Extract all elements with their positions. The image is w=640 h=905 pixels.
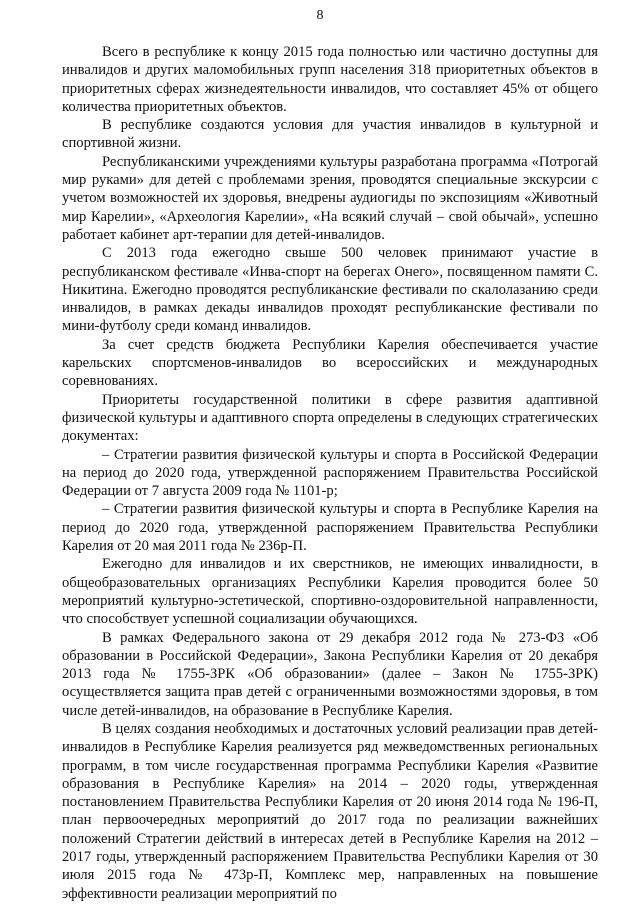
paragraph: Республиканскими учреждениями культуры разработана программа «Потрогай мир руками» для детей с проблемами зрения, проводятся специальные экскурсии с учетом возможностей их здоровья, внедрены аудиогиды по экспозициям «Животный мир Карелии», «Археология Карелии», «На всякий случай – свой обычай», успешно работает кабинет арт-терапии для детей-инвалидов. xyxy=(62,153,598,243)
paragraph: Всего в республике к концу 2015 года полностью или частично доступны для инвалидов и других маломобильных групп населения 318 приоритетных объектов в приоритетных сферах жизнедеятельности инвалидов, что составляет 45% от общего количества приоритетных объектов. xyxy=(62,44,598,115)
paragraph: В рамках Федерального закона от 29 декабря 2012 года № 273-ФЗ «Об образовании в Российской Федерации», Закона Республики Карелия от 20 декабря 2013 года № 1755-ЗРК «Об образовании» (далее – Закон № 1755-ЗРК) осуществляется защита прав детей с ограниченными возможностями здоровья, в том числе детей-инвалидов, на образование в Республике Карелия. xyxy=(62,629,598,719)
paragraph: В целях создания необходимых и достаточных условий реализации прав детей-инвалидов в Республике Карелия реализуется ряд межведомственных региональных программ, в том числе государственная программа Республики Карелия «Развитие образования в Республике Карелия» на 2014 – 2020 годы, утвержденная постановлением Правительства Республики Карелия от 20 июня 2014 года № 196-П, план первоочередных мероприятий до 2017 года по реализации важнейших положений Стратегии действий в интересах детей в Республике Карелия на 2012 – 2017 годы, утвержденный распоряжением Правительства Республики Карелия от 30 июля 2015 года № 473р-П, Комплекс мер, направленных на повышение эффективности реализации мероприятий по xyxy=(62,720,598,902)
list-item: – Стратегии развития физической культуры и спорта в Российской Федерации на период до 2020 года, утвержденной распоряжением Правительства Российской Федерации от 7 августа 2009 года № 1101-р; xyxy=(62,446,598,500)
document-body xyxy=(62,43,598,903)
paragraph: Приоритеты государственной политики в сфере развития адаптивной физической культуры и адаптивного спорта определены в следующих стратегических документах: xyxy=(62,391,598,445)
page-number: 8 xyxy=(316,8,324,23)
paragraph: За счет средств бюджета Республики Карелия обеспечивается участие карельских спортсменов-инвалидов во всероссийских и международных соревнованиях. xyxy=(62,336,598,390)
list-item: – Стратегии развития физической культуры и спорта в Республике Карелия на период до 2020 года, утвержденной распоряжением Правительства Республики Карелия от 20 мая 2011 года № 236р-П. xyxy=(62,501,598,555)
paragraph: Ежегодно для инвалидов и их сверстников, не имеющих инвалидности, в общеобразовательных организациях Республики Карелия проводится более 50 мероприятий культурно-эстетической, спортивно-оздоровительной направленности, что способствует успешной социализации обучающихся. xyxy=(62,556,598,628)
paragraph: С 2013 года ежегодно свыше 500 человек принимают участие в республиканском фестивале «Инва-спорт на берегах Онего», посвященном памяти С. Никитина. Ежегодно проводятся республиканские фестивали по скалолазанию среди инвалидов, в рамках декады инвалидов проходят республиканские фестивали по мини-футболу среди команд инвалидов. xyxy=(62,245,598,335)
paragraph: В республике создаются условия для участия инвалидов в культурной и спортивной жизни. xyxy=(62,117,598,152)
